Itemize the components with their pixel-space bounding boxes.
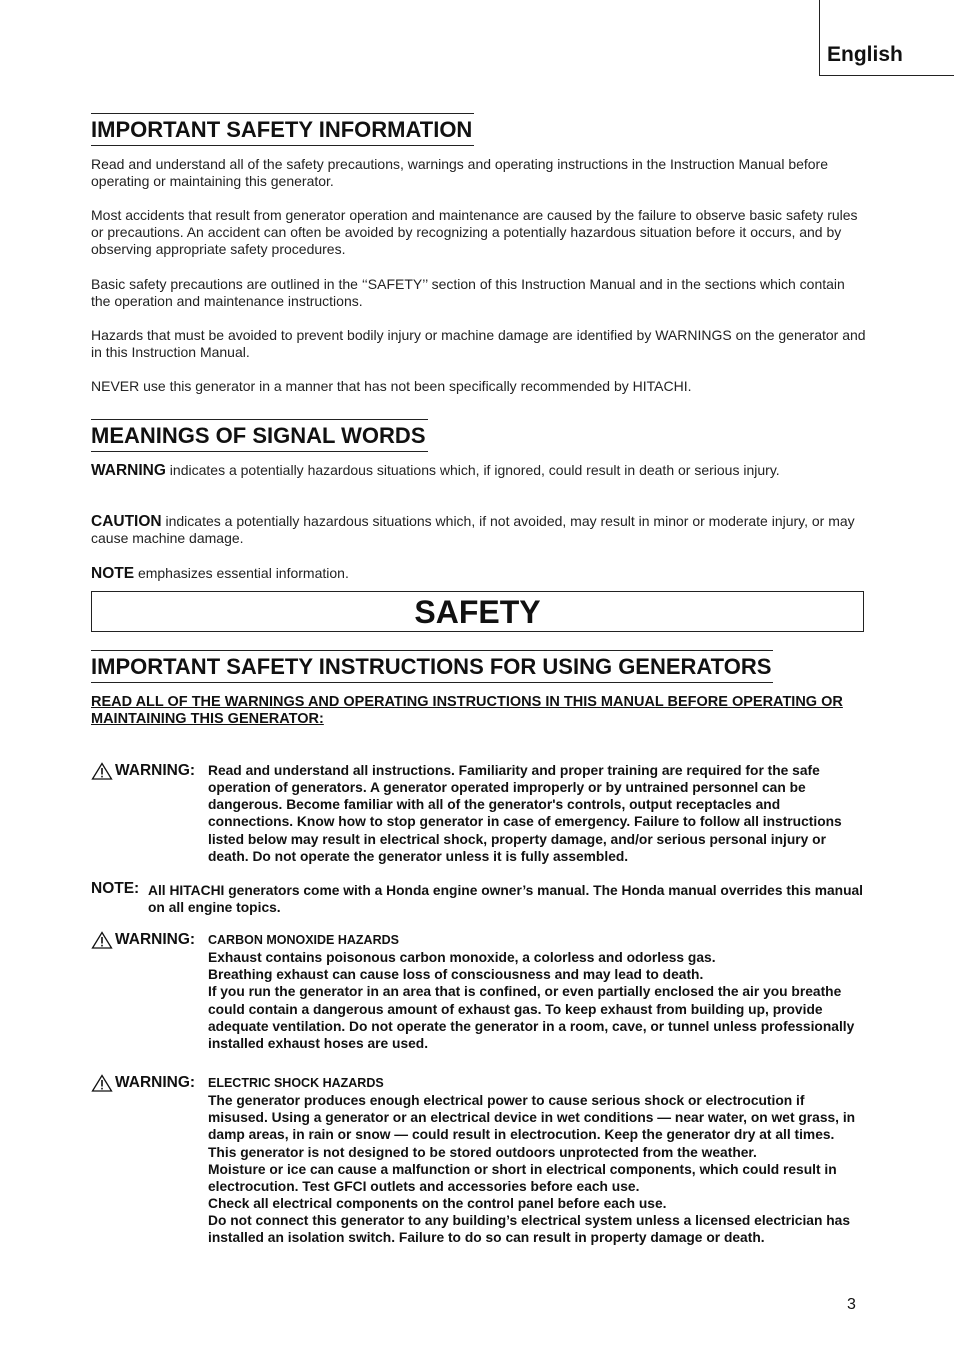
- electric-shock-warning: [208, 1075, 866, 1247]
- warning-line: This generator is not designed to be stored outdoors unprotected from the weather.: [208, 1144, 757, 1160]
- warning-label: [91, 1074, 195, 1092]
- note-label-text: NOTE:: [91, 880, 140, 897]
- warning-label: [91, 762, 195, 780]
- warning-line: Do not connect this generator to any building’s electrical system unless a licensed electrician has installed an isolation switch. Failure to do so can result in property damage or death.: [208, 1213, 851, 1246]
- important-safety-information-heading: IMPORTANT SAFETY INFORMATION: [91, 113, 474, 146]
- warning-line: The generator produces enough electrical power to cause serious shock or electrocution if misused. Using a generator or an electrical device in wet conditions — near water, on wet grass, in damp areas, in rain or snow — could result in electrocution. Keep the generator dry at all times.: [208, 1093, 856, 1143]
- paragraph: Read and understand all of the safety precautions, warnings and operating instructions in the Instruction Manual before operating or maintaining this generator.: [91, 156, 829, 190]
- signal-word-definition: indicates a potentially hazardous situations which, if ignored, could result in death or serious injury.: [165, 462, 780, 478]
- warning-label-text: WARNING:: [115, 1074, 196, 1091]
- note-text: All HITACHI generators come with a Honda engine owner’s manual. The Honda manual overrides this manual on all engine topics.: [148, 883, 864, 916]
- signal-word: CAUTION: [91, 513, 162, 530]
- signal-word-item: [91, 513, 866, 547]
- warning-line: Moisture or ice can cause a malfunction or short in electrical components, which could result in electrocution. Test GFCI outlets and accessories before each use.: [208, 1161, 837, 1194]
- language-tab: [819, 0, 954, 76]
- warning-subtitle: CARBON MONOXIDE HAZARDS: [208, 933, 399, 947]
- warning-subtitle: ELECTRIC SHOCK HAZARDS: [208, 1076, 384, 1090]
- read-all-notice: READ ALL OF THE WARNINGS AND OPERATING INSTRUCTIONS IN THIS MANUAL BEFORE OPERATING OR MAINTAINING THIS GENERATOR:: [91, 694, 843, 728]
- warning-triangle-icon: [91, 1074, 113, 1092]
- signal-word: NOTE: [91, 565, 135, 582]
- carbon-monoxide-warning: [208, 932, 866, 1052]
- language-label: English: [827, 43, 903, 66]
- safety-banner: [91, 591, 864, 632]
- warning-label-text: WARNING:: [115, 931, 196, 948]
- warning-line: Check all electrical components on the control panel before each use.: [208, 1196, 667, 1212]
- safety-banner-title: SAFETY: [414, 594, 541, 630]
- warning-label: [91, 931, 195, 949]
- warning-triangle-icon: [91, 762, 113, 780]
- warning-line: Exhaust contains poisonous carbon monoxide, a colorless and odorless gas.: [208, 950, 716, 966]
- warning-triangle-icon: [91, 931, 113, 949]
- note-label: [91, 880, 139, 898]
- signal-word-definition: emphasizes essential information.: [134, 565, 349, 581]
- signal-word-item: [91, 462, 866, 479]
- paragraph: Basic safety precautions are outlined in the ‘‘SAFETY’’ section of this Instruction Manual and in the sections which contain the operation and maintenance instructions.: [91, 276, 845, 310]
- warning-label-text: WARNING:: [115, 762, 196, 779]
- signal-word-item: [91, 565, 866, 582]
- paragraph: NEVER use this generator in a manner that has not been specifically recommended by HITACHI.: [91, 378, 692, 394]
- safety-instructions-heading: IMPORTANT SAFETY INSTRUCTIONS FOR USING GENERATORS: [91, 650, 773, 683]
- paragraph: Hazards that must be avoided to prevent bodily injury or machine damage are identified by WARNINGS on the generator and in this Instruction Manual.: [91, 327, 866, 361]
- warning-line: If you run the generator in an area that is confined, or even partially enclosed the air you breathe could contain a dangerous amount of exhaust gas. To keep exhaust from building up, provide adequate ventilation. Do not operate the generator in a room, cave, or tunnel unless professionally installed exhaust hoses are used.: [208, 984, 855, 1051]
- page-number: 3: [847, 1296, 856, 1313]
- signal-words-heading: MEANINGS OF SIGNAL WORDS: [91, 419, 428, 452]
- signal-word: WARNING: [91, 462, 166, 479]
- signal-word-definition: indicates a potentially hazardous situations which, if not avoided, may result in minor or moderate injury, or may cause machine damage.: [91, 513, 855, 547]
- warning-line: Breathing exhaust can cause loss of consciousness and may lead to death.: [208, 967, 704, 983]
- paragraph: Most accidents that result from generator operation and maintenance are caused by the failure to observe basic safety rules or precautions. An accident can often be avoided by recognizing a potentially hazardous situation before it occurs, and by observing appropriate safety procedures.: [91, 207, 858, 258]
- warning-text: Read and understand all instructions. Familiarity and proper training are required for the safe operation of generators. A generator operated improperly or by untrained personnel can be dangerous. Become familiar with all of the generator's controls, output receptacles and connections. Know how to stop generator in case of emergency. Failure to follow all instructions listed below may result in electrical shock, property damage, and/or serious personal injury or death. Do not operate the generator unless it is fully assembled.: [208, 763, 842, 864]
